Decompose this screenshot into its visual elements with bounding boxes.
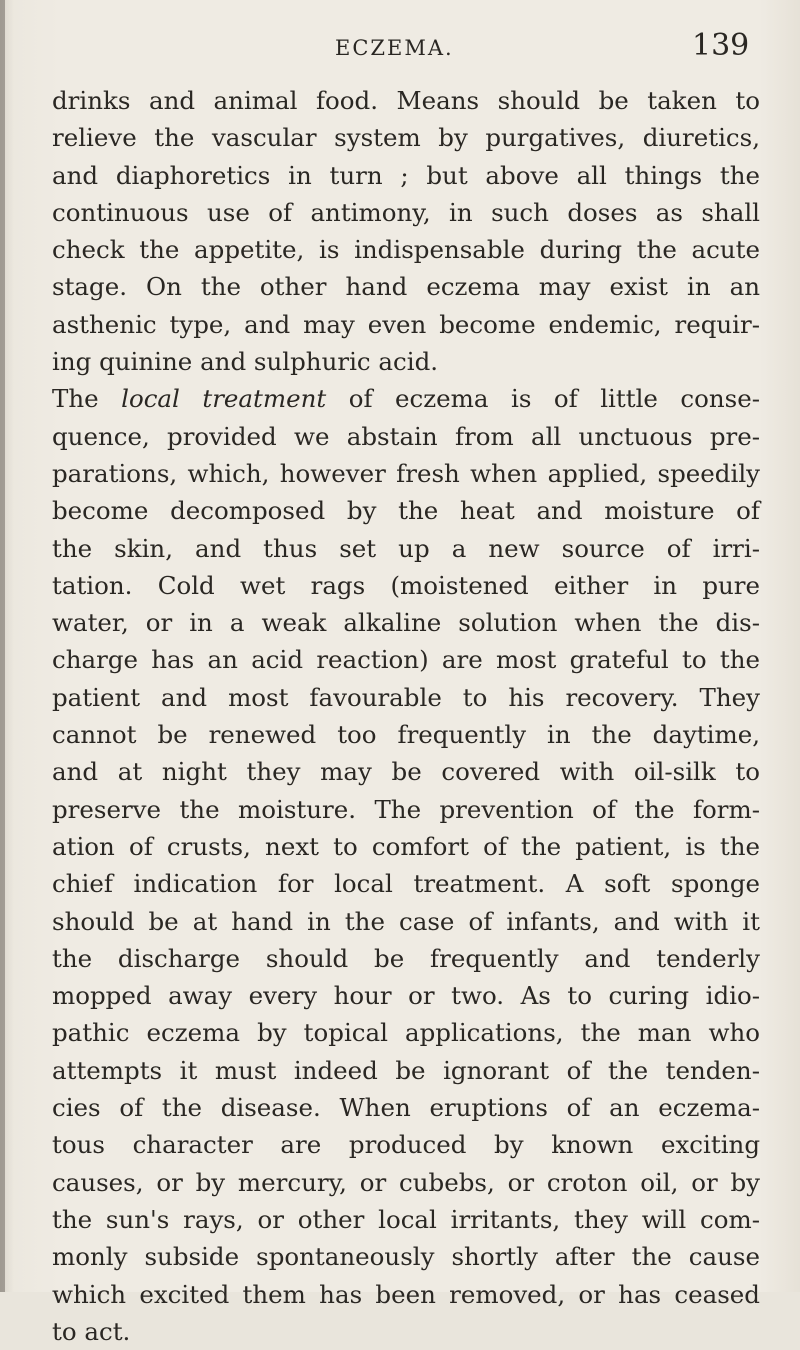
text-line: check the appetite, is indispensable during the acute <box>52 235 760 265</box>
text-line: ation of crusts, next to comfort of the patient, is the <box>52 831 760 861</box>
text-line: become decomposed by the heat and moisture of <box>52 496 760 526</box>
page-number: 139 <box>692 28 750 63</box>
text-line: charge has an acid reaction) are most grateful to the <box>52 645 760 675</box>
text-line: asthenic type, and may even become endemic, requir- <box>52 309 760 339</box>
text-line-local-treatment <box>52 380 760 417</box>
italic-phrase: local treatment <box>121 384 327 414</box>
text-line: stage. On the other hand eczema may exist in an <box>52 272 760 302</box>
text-line: and at night they may be covered with oil-silk to <box>52 757 760 787</box>
text-line: ing quinine and sulphuric acid. <box>52 347 439 377</box>
text-line: pathic eczema by topical applications, the man who <box>52 1018 760 1048</box>
text-line: monly subside spontaneously shortly after the cause <box>52 1242 760 1272</box>
text-line: relieve the vascular system by purgatives, diuretics, <box>52 123 760 153</box>
text-line: which excited them has been removed, or has ceased <box>52 1279 760 1309</box>
text-line: the discharge should be frequently and tenderly <box>52 943 760 973</box>
page-header <box>0 28 800 68</box>
text-line: the skin, and thus set up a new source of irri- <box>52 533 760 563</box>
text-line: the sun's rays, or other local irritants, they will com- <box>52 1204 760 1234</box>
text-line: chief indication for local treatment. A soft sponge <box>52 869 760 899</box>
text-fragment: The <box>52 384 122 414</box>
text-line: cies of the disease. When eruptions of an eczema- <box>52 1093 760 1123</box>
text-line: tation. Cold wet rags (moistened either in pure <box>52 570 760 600</box>
text-line: mopped away every hour or two. As to curing idio- <box>52 981 760 1011</box>
text-fragment: of eczema is of little conse- <box>326 384 760 414</box>
text-line: parations, which, however fresh when applied, speedily <box>52 458 760 488</box>
running-head: ECZEMA. <box>335 36 454 60</box>
body-text <box>52 82 760 1350</box>
text-line: to act. <box>52 1316 131 1346</box>
text-line: tous character are produced by known exciting <box>52 1130 760 1160</box>
text-line: preserve the moisture. The prevention of the form- <box>52 794 760 824</box>
text-line: patient and most favourable to his recovery. They <box>52 682 760 712</box>
text-line: causes, or by mercury, or cubebs, or croton oil, or by <box>52 1167 760 1197</box>
text-line: cannot be renewed too frequently in the daytime, <box>52 720 760 750</box>
text-line: continuous use of antimony, in such doses as shall <box>52 197 760 227</box>
text-line: quence, provided we abstain from all unctuous pre- <box>52 421 760 451</box>
text-line: water, or in a weak alkaline solution when the dis- <box>52 608 760 638</box>
text-line: attempts it must indeed be ignorant of the tenden- <box>52 1055 760 1085</box>
text-line: and diaphoretics in turn ; but above all things the <box>52 160 760 190</box>
page-binding-edge <box>0 0 5 1292</box>
text-line: drinks and animal food. Means should be taken to <box>52 86 760 115</box>
text-line: should be at hand in the case of infants, and with it <box>52 906 760 936</box>
